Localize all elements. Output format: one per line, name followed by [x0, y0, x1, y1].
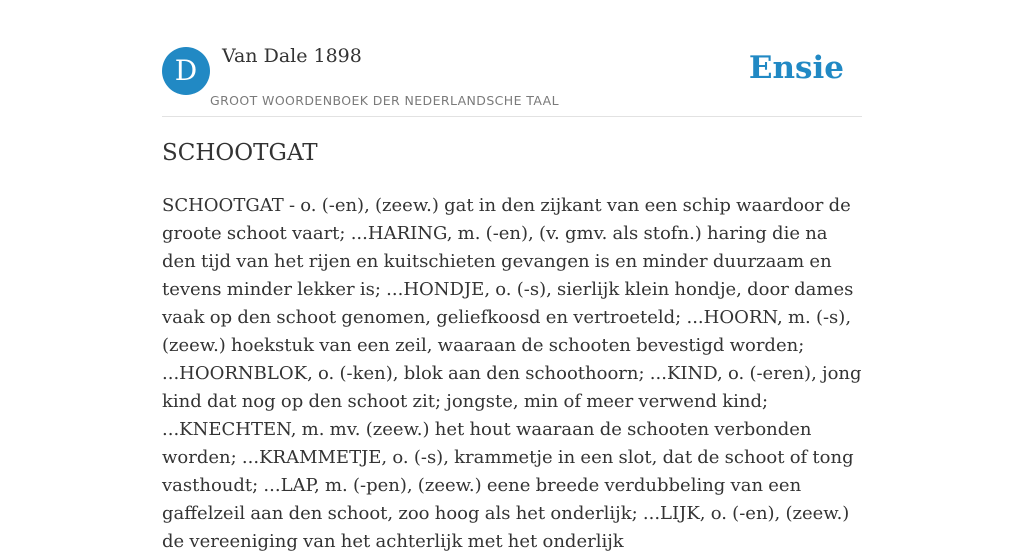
source-header — [162, 0, 862, 117]
source-avatar[interactable]: D — [162, 47, 210, 95]
source-title-link[interactable]: Van Dale 1898 — [222, 45, 362, 67]
entry-definition: SCHOOTGAT - o. (-en), (zeew.) gat in den zijkant van een schip waardoor de groote schoot vaart; ...HARING, m. (-en), (v. gmv. als stofn.) haring die na den tijd van het rijen en kuitschieten gevangen is en minder duurzaam en tevens minder lekker is; ...HONDJE, o. (-s), sierlijk klein hondje, door dames vaak op den schoot genomen, geliefkoosd en vertroeteld; ...HOORN, m. (-s), (zeew.) hoekstuk van een zeil, waaraan de schooten bevestigd worden; ...HOORNBLOK, o. (-ken), blok aan den schoothoorn; ...KIND, o. (-eren), jong kind dat nog op den schoot zit; jongste, min of meer verwend kind; ...KNECHTEN, m. mv. (zeew.) het hout waaraan de schooten verbonden worden; ...KRAMMETJE, o. (-s), krammetje in een slot, dat de schoot of tong vasthoudt; ...LAP, m. (-pen), (zeew.) eene breede verdubbeling van een gaffelzeil aan den schoot, zoo hoog als het onderlijk; ...LIJK, o. (-en), (zeew.) de vereeniging van het achterlijk met het onderlijk — [162, 195, 862, 552]
source-subtitle: GROOT WOORDENBOEK DER NEDERLANDSCHE TAAL — [210, 93, 559, 108]
ensie-logo[interactable]: Ensie — [748, 50, 844, 86]
entry-title: SCHOOTGAT — [162, 140, 318, 166]
